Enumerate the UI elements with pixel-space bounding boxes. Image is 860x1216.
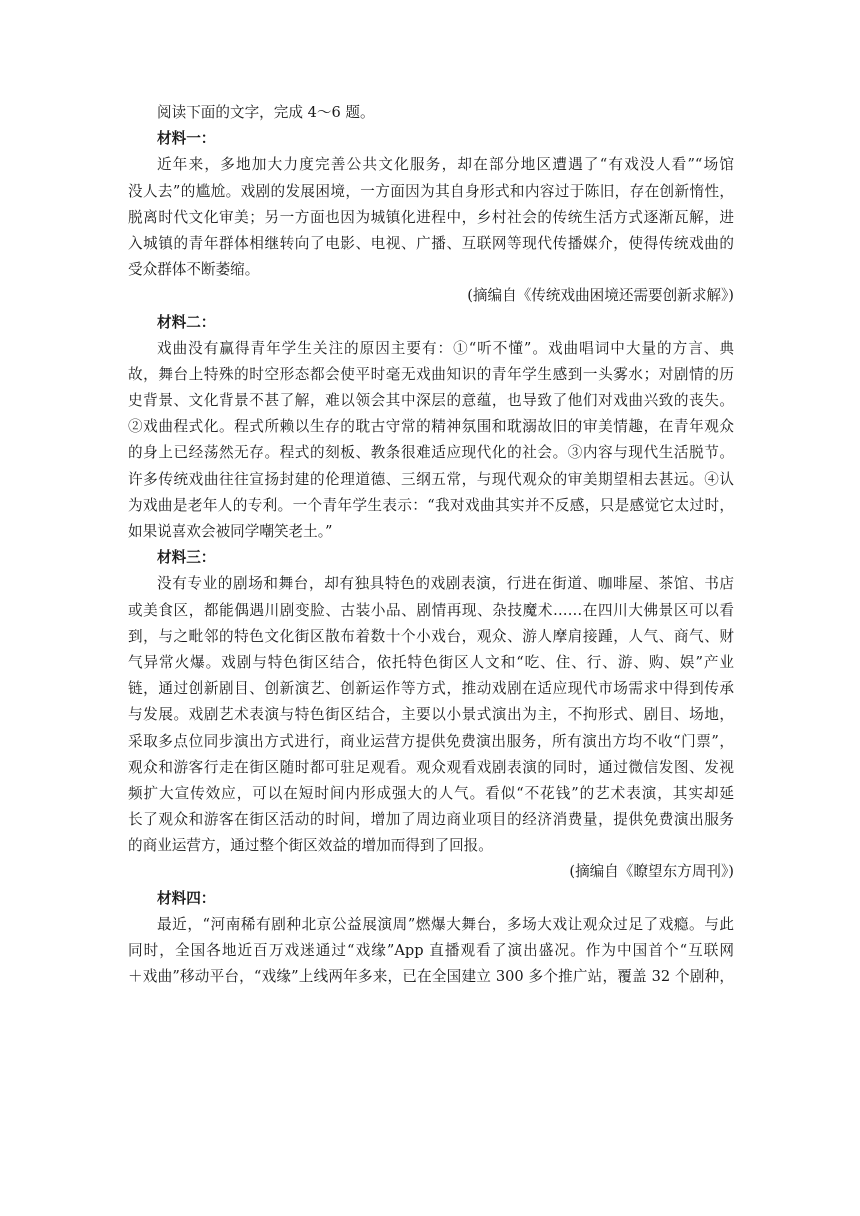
material-1-body	[128, 152, 734, 283]
material-1-source: (摘编自《传统戏曲困境还需要创新求解》)	[467, 287, 734, 305]
paragraph-line: 观众和游客行走在街区随时都可驻足观看。观众观看戏剧表演的同时，通过微信发图、发视	[128, 758, 734, 776]
material-2-body	[128, 336, 734, 546]
paragraph-line: 戏曲没有赢得青年学生关注的原因主要有：①“听不懂”。戏曲唱词中大量的方言、典	[157, 339, 734, 357]
material-3-body	[128, 571, 734, 859]
document-page	[128, 100, 734, 990]
paragraph-line: 采取多点位同步演出方式进行，商业运营方提供免费演出服务，所有演出方均不收“门票”，	[128, 732, 734, 750]
paragraph-line: 到，与之毗邻的特色文化街区散布着数十个小戏台，观众、游人摩肩接踵，人气、商气、财	[128, 627, 734, 645]
paragraph-line: 受众群体不断萎缩。	[128, 261, 260, 279]
material-2-heading: 材料二：	[157, 313, 216, 331]
paragraph-line: 许多传统戏曲往往宣扬封建的伦理道德、三纲五常，与现代观众的审美期望相去甚远。④认	[128, 470, 734, 488]
paragraph-line: 的身上已经荡然无存。程式的刻板、教条很难适应现代化的社会。③内容与现代生活脱节。	[128, 444, 734, 462]
paragraph-line: 故，舞台上特殊的时空形态都会使平时毫无戏曲知识的青年学生感到一头雾水；对剧情的历	[128, 365, 734, 383]
paragraph-line: ＋戏曲”移动平台，“戏缘”上线两年多来，已在全国建立 300 多个推广站，覆盖 32 个剧种，	[128, 968, 734, 986]
paragraph-line: ②戏曲程式化。程式所赖以生存的耽古守常的精神氛围和耽溺故旧的审美情趣，在青年观众	[128, 418, 734, 436]
material-3-heading: 材料三：	[157, 549, 216, 567]
material-3-source: (摘编自《瞭望东方周刊》)	[569, 863, 734, 881]
paragraph-line: 频扩大宣传效应，可以在短时间内形成强大的人气。看似“不花钱”的艺术表演，其实却延	[128, 784, 734, 802]
paragraph-line: 最近，“河南稀有剧种北京公益展演周”燃爆大舞台，多场大戏让观众过足了戏瘾。与此	[157, 915, 734, 933]
paragraph-line: 链，通过创新剧目、创新演艺、创新运作等方式，推动戏剧在适应现代市场需求中得到传承	[128, 680, 734, 698]
paragraph-line: 入城镇的青年群体相继转向了电影、电视、广播、互联网等现代传播媒介，使得传统戏曲的	[128, 234, 734, 252]
paragraph-line: 同时，全国各地近百万戏迷通过“戏缘”App 直播观看了演出盛况。作为中国首个“互联网	[128, 942, 734, 959]
paragraph-line: 史背景、文化背景不甚了解，难以领会其中深层的意蕴，也导致了他们对戏曲兴致的丧失。	[128, 392, 734, 410]
paragraph-line: 或美食区，都能偶遇川剧变脸、古装小品、剧情再现、杂技魔术……在四川大佛景区可以看	[128, 601, 734, 619]
paragraph-line: 近年来，多地加大力度完善公共文化服务，却在部分地区遭遇了“有戏没人看”“场馆	[157, 156, 734, 174]
material-1-heading: 材料一：	[157, 130, 216, 148]
paragraph-line: 气异常火爆。戏剧与特色街区结合，依托特色街区人文和“吃、住、行、游、购、娱”产业	[128, 653, 734, 671]
material-4-heading: 材料四：	[157, 889, 216, 907]
paragraph-line: 为戏曲是老年人的专利。一个青年学生表示：“我对戏曲其实并不反感，只是感觉它太过时，	[128, 496, 734, 514]
paragraph-line: 没有专业的剧场和舞台，却有独具特色的戏剧表演，行进在街道、咖啡屋、茶馆、书店	[157, 575, 734, 593]
paragraph-line: 与发展。戏剧艺术表演与特色街区结合，主要以小景式演出为主，不拘形式、剧目、场地，	[128, 706, 734, 724]
paragraph-line: 没人去”的尴尬。戏剧的发展困境，一方面因为其自身形式和内容过于陈旧，存在创新惰性，	[128, 182, 734, 200]
paragraph-line: 的商业运营方，通过整个街区效益的增加而得到了回报。	[128, 837, 493, 855]
material-4-body	[128, 912, 734, 991]
paragraph-line: 脱离时代文化审美；另一方面也因为城镇化进程中，乡村社会的传统生活方式逐渐瓦解，进	[128, 208, 734, 226]
intro-instruction: 阅读下面的文字，完成 4～6 题。	[157, 104, 375, 121]
paragraph-line: 如果说喜欢会被同学嘲笑老土。”	[128, 523, 333, 540]
paragraph-line: 长了观众和游客在街区活动的时间，增加了周边商业项目的经济消费量，提供免费演出服务	[128, 811, 734, 829]
